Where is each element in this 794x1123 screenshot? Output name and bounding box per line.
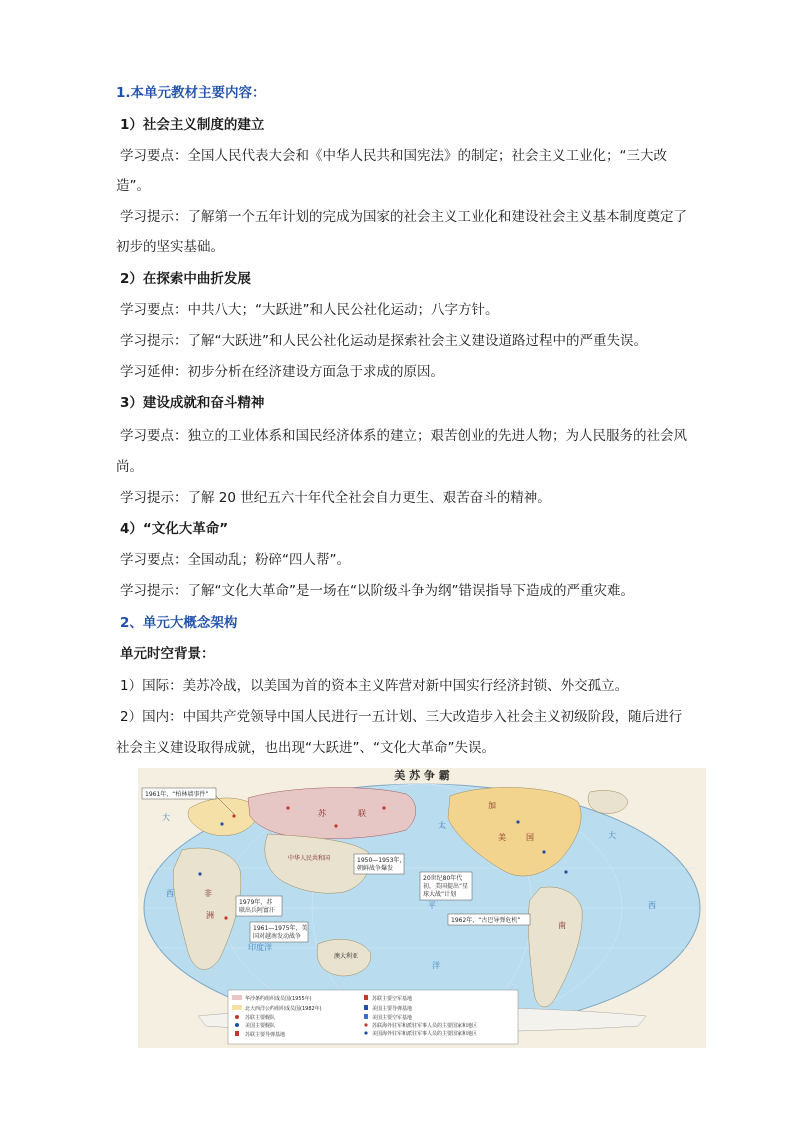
label-pacific-tai: 太 [438,821,446,830]
label-feizhou-zhou: 洲 [206,911,214,920]
label-atlantic-west-da: 大 [608,831,616,840]
label-usa-guo: 国 [526,833,534,842]
label-atlantic-da: 大 [162,813,170,822]
callout-vietnam-line2: 国对越南发动战争 [253,933,302,940]
sub3-tip: 学习提示：了解 20 世纪五六十年代全社会自力更生、艰苦奋斗的精神。 [120,490,551,506]
callout-cuba-text: 1962年，“古巴导弹危机” [451,917,521,924]
section1-heading: 1.本单元教材主要内容： [116,85,266,101]
sub1-points-line1: 学习要点：全国人民代表大会和《中华人民共和国宪法》的制定；社会主义工业化；“三大改 [120,148,667,164]
legend-us-missile: 美国主要导弹基地 [372,1006,413,1012]
sub2-extend: 学习延伸：初步分析在经济建设方面急于求成的原因。 [120,364,444,380]
label-su: 苏 [318,809,326,818]
callout-star-wars-line2: 初，美国提出“星 [423,883,469,890]
sub4-points: 学习要点：全国动乱；粉碎“四人帮”。 [120,552,350,568]
label-canada-jia: 加 [488,801,496,810]
legend-warsaw: 华沙条约组织成员国(1955年) [245,996,312,1002]
sub1-tip-line2: 初步的坚实基础。 [116,239,224,255]
sub3-title: 3）建设成就和奋斗精神 [120,395,265,411]
legend-us-fleet: 美国主要舰队 [245,1023,276,1029]
map-legend [228,990,518,1044]
callout-afghanistan-line2: 联出兵阿富汗 [239,907,276,914]
sub1-title: 1）社会主义制度的建立 [120,117,265,133]
callout-berlin-text: 1961年，“柏林墙事件” [145,791,209,798]
label-australia: 澳大利亚 [334,953,359,960]
callout-korea [354,854,406,874]
label-indian-ocean: 印度洋 [248,943,272,952]
callout-vietnam-line1: 1961—1975年，美 [253,925,308,932]
label-lian: 联 [358,809,366,818]
callout-afghanistan [236,896,282,916]
intl-background: 1）国际：美苏冷战，以美国为首的资本主义阵营对新中国实行经济封锁、外交孤立。 [120,678,629,694]
domestic-background-line2: 社会主义建设取得成就，也出现“大跃进”、“文化大革命”失误。 [116,740,495,756]
label-usa-mei: 美 [498,833,506,842]
legend-soviet-air: 苏联主要空军基地 [372,996,413,1002]
sub3-points-line2: 尚。 [116,459,143,475]
callout-star-wars-line3: 球大战”计划 [423,891,457,898]
callout-korea-line1: 1950—1953年， [357,857,406,864]
sub2-points: 学习要点：中共八大；“大跃进”和人民公社化运动；八字方针。 [120,302,499,318]
label-south-america-nan: 南 [558,921,566,930]
legend-nato: 北大西洋公约组织成员国(1982年) [245,1006,322,1012]
section2-heading: 2、单元大概念架构 [120,615,238,631]
callout-star-wars-line1: 20世纪80年代 [423,875,463,882]
ussr-territory [248,788,416,839]
label-atlantic-xi: 西 [166,889,174,898]
legend-us-overseas: 美国海外驻军和派驻军事人员的主要国家和地区 [372,1031,478,1037]
label-atlantic-west-xi: 西 [648,901,656,910]
label-pacific-ping: 平 [428,901,436,910]
callout-star-wars [420,872,472,900]
legend-soviet-missile: 苏联主要导弹基地 [245,1032,286,1038]
sub3-points-line1: 学习要点：独立的工业体系和国民经济体系的建立；艰苦创业的先进人物；为人民服务的社会风 [120,428,687,444]
label-prc: 中华人民共和国 [288,855,331,862]
domestic-background-line1: 2）国内：中国共产党领导中国人民进行一五计划、三大改造步入社会主义初级阶段，随后进行 [120,709,683,725]
sub1-points-line2: 造”。 [116,178,150,194]
sub4-tip: 学习提示：了解“文化大革命”是一场在“以阶级斗争为纲”错误指导下造成的严重灾难。 [120,583,634,599]
sub2-tip: 学习提示：了解“大跃进”和人民公社化运动是探索社会主义建设道路过程中的严重失误。 [120,333,647,349]
callout-cuba [448,914,530,925]
sub2-title: 2）在探索中曲折发展 [120,271,251,287]
callout-vietnam [250,922,308,942]
callout-afghanistan-line1: 1979年，苏 [239,899,273,906]
label-feizhou-fei: 非 [204,889,212,898]
sub4-title: 4）“文化大革命” [120,521,229,537]
cold-war-map [138,768,706,1048]
legend-us-air: 美国主要空军基地 [372,1015,413,1021]
legend-soviet-fleet: 苏联主要舰队 [245,1015,276,1021]
map-title: 美 苏 争 霸 [394,769,450,782]
legend-soviet-overseas: 苏联海外驻军和派驻军事人员的主要国家和地区 [372,1023,478,1029]
cold-war-map-svg [138,768,706,1048]
callout-korea-line2: 朝鲜战争爆发 [357,865,394,872]
label-pacific-yang: 洋 [432,961,440,970]
background-title: 单元时空背景： [120,646,215,662]
sub1-tip-line1: 学习提示：了解第一个五年计划的完成为国家的社会主义工业化和建设社会主义基本制度奠定了 [120,209,687,225]
